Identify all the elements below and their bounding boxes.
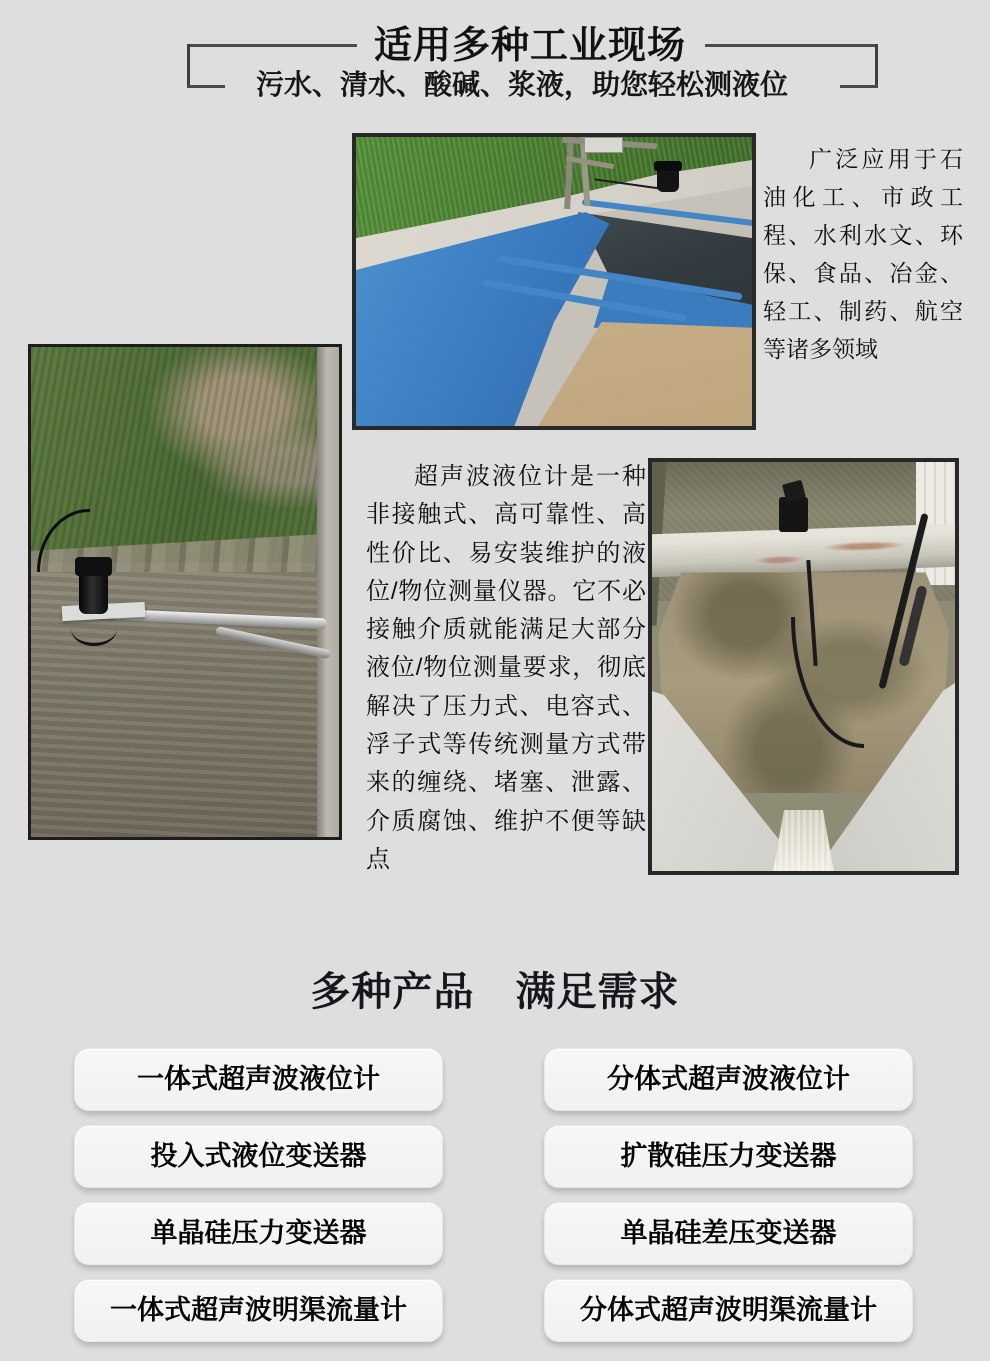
product-button-integrated-ultrasonic-open-channel-flowmeter[interactable]: 一体式超声波明渠流量计 xyxy=(74,1279,443,1342)
products-section-title: 多种产品 满足需求 xyxy=(310,970,680,1014)
product-button-diffused-silicon-pressure-transmitter[interactable]: 扩散硅压力变送器 xyxy=(544,1125,913,1188)
photo-metal-flume-sensor xyxy=(648,458,959,875)
page-title: 适用多种工业现场 xyxy=(373,25,686,67)
concrete-pier xyxy=(317,347,339,837)
photo-blue-channel-flume xyxy=(352,133,756,430)
transmitter-box xyxy=(584,137,624,153)
product-button-monosilicon-differential-pressure-transmitter[interactable]: 单晶硅差压变送器 xyxy=(544,1202,913,1265)
ultrasonic-sensor xyxy=(779,497,808,532)
product-button-integrated-ultrasonic-level-meter[interactable]: 一体式超声波液位计 xyxy=(74,1048,443,1111)
sensor-cable-loop xyxy=(71,612,117,646)
applications-text: 广泛应用于石油化工、市政工程、水利水文、环保、食品、冶金、轻工、制药、航空等诸多领域 xyxy=(763,146,963,362)
product-button-submersible-level-transmitter[interactable]: 投入式液位变送器 xyxy=(74,1125,443,1188)
product-button-monosilicon-pressure-transmitter[interactable]: 单晶硅压力变送器 xyxy=(74,1202,443,1265)
outflow-splash xyxy=(773,810,834,871)
ultrasonic-sensor-cap xyxy=(75,557,112,577)
product-button-split-ultrasonic-level-meter[interactable]: 分体式超声波液位计 xyxy=(544,1048,913,1111)
description-text: 超声波液位计是一种非接触式、高可靠性、高性价比、易安装维护的液位/物位测量仪器。它不必接触介质就能满足大部分液位/物位测量要求，彻底解决了压力式、电容式、浮子式等传统测量方式带来的缠绕、堵塞、泄露、介质腐蚀、维护不便等缺点 xyxy=(366,463,646,873)
ultrasonic-sensor-cap xyxy=(654,161,683,171)
photo-river-level-sensor xyxy=(28,344,342,840)
product-button-split-ultrasonic-open-channel-flowmeter[interactable]: 分体式超声波明渠流量计 xyxy=(544,1279,913,1342)
page-subtitle: 污水、清水、酸碱、浆液，助您轻松测液位 xyxy=(255,69,788,100)
